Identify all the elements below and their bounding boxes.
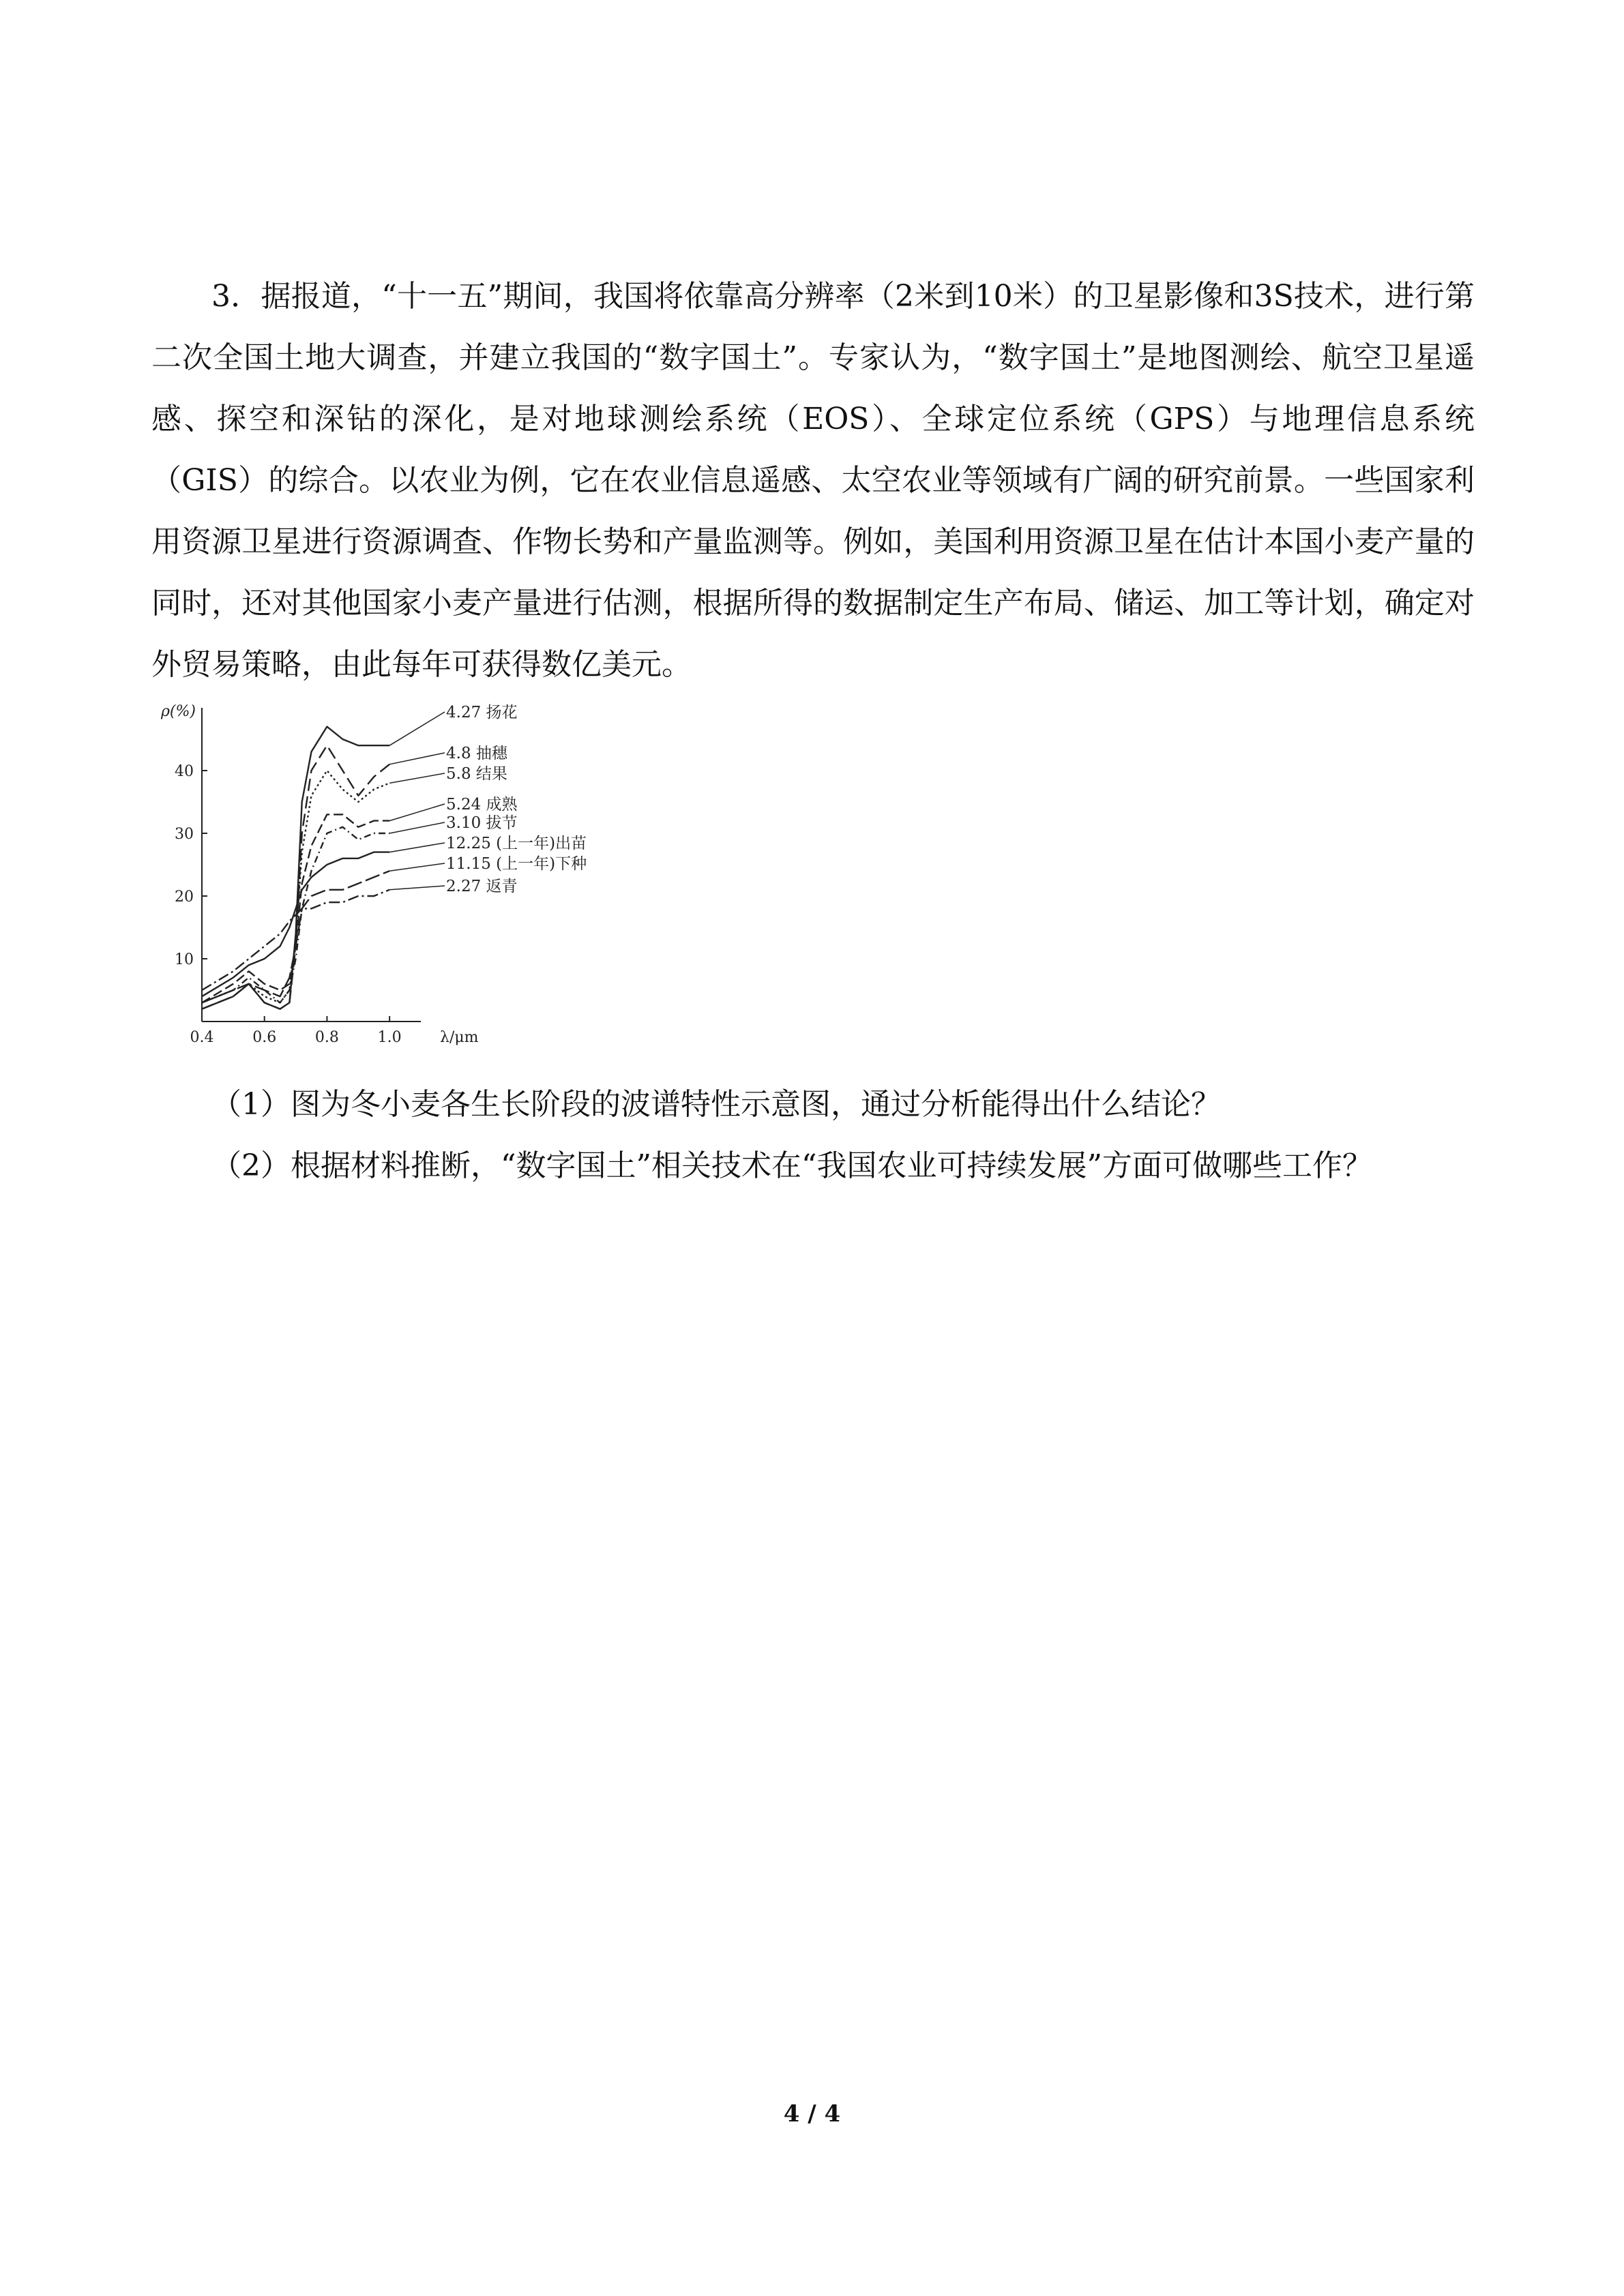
series-label: 2.27 返青 <box>446 878 518 895</box>
series-label: 5.24 成熟 <box>446 796 518 814</box>
chart-lines <box>202 727 389 1009</box>
legend-leader <box>389 843 445 852</box>
y-tick-label: 30 <box>175 826 194 843</box>
series-line <box>202 771 389 1002</box>
series-line <box>202 727 389 1009</box>
series-line <box>202 745 389 1009</box>
legend-leader <box>389 753 445 764</box>
y-tick-label: 40 <box>175 763 194 780</box>
series-label: 4.8 抽穗 <box>446 745 507 762</box>
sub-question-2: （2）根据材料推断，“数字国土”相关技术在“我国农业可持续发展”方面可做哪些工作？ <box>211 1148 1372 1183</box>
legend-leader <box>389 863 445 871</box>
legend-leader <box>389 822 445 833</box>
x-tick-label: 0.4 <box>190 1029 214 1046</box>
series-label: 5.8 结果 <box>446 765 507 783</box>
chart-axes <box>160 703 479 1046</box>
legend-leader <box>389 773 445 783</box>
y-tick-label: 20 <box>175 889 194 906</box>
legend-leader <box>389 712 445 745</box>
x-tick-label: 0.6 <box>252 1029 277 1046</box>
chart-legend-labels <box>389 704 587 895</box>
legend-leader <box>389 804 445 821</box>
question-3-text: 3．据报道，“十一五”期间，我国将依靠高分辨率（2米到10米）的卫星影像和3S技术，进行第二次全国土地大调查，并建立我国的“数字国土”。专家认为，“数字国土”是地图测绘、航空卫星遥感、探空和深钻的深化，是对地球测绘系统（EOS）、全球定位系统（GPS）与地理信息系统（GIS）的综合。以农业为例，它在农业信息遥感、太空农业等领域有广阔的研究前景。一些国家利用资源卫星进行资源调查、作物长势和产量监测等。例如，美国利用资源卫星在估计本国小麦产量的同时，还对其他国家小麦产量进行估测，根据所得的数据制定生产布局、储运、加工等计划，确定对外贸易策略，由此每年可获得数亿美元。 <box>151 279 1475 682</box>
series-label: 4.27 扬花 <box>446 704 518 721</box>
series-label: 12.25 (上一年)出苗 <box>446 835 587 852</box>
x-axis-label: λ/μm <box>440 1029 479 1046</box>
y-tick-label: 10 <box>175 951 194 968</box>
spectral-chart-svg <box>151 696 588 1050</box>
series-label: 3.10 拔节 <box>446 814 518 832</box>
y-axis-label: ρ(%) <box>161 703 196 720</box>
page-number: 4 / 4 <box>783 2100 841 2128</box>
x-tick-label: 1.0 <box>377 1029 402 1046</box>
spectral-chart <box>151 696 588 1050</box>
series-label: 11.15 (上一年)下种 <box>446 855 587 873</box>
sub-question-1: （1）图为冬小麦各生长阶段的波谱特性示意图，通过分析能得出什么结论？ <box>211 1087 1221 1122</box>
legend-leader <box>389 886 445 890</box>
x-tick-label: 0.8 <box>314 1029 339 1046</box>
